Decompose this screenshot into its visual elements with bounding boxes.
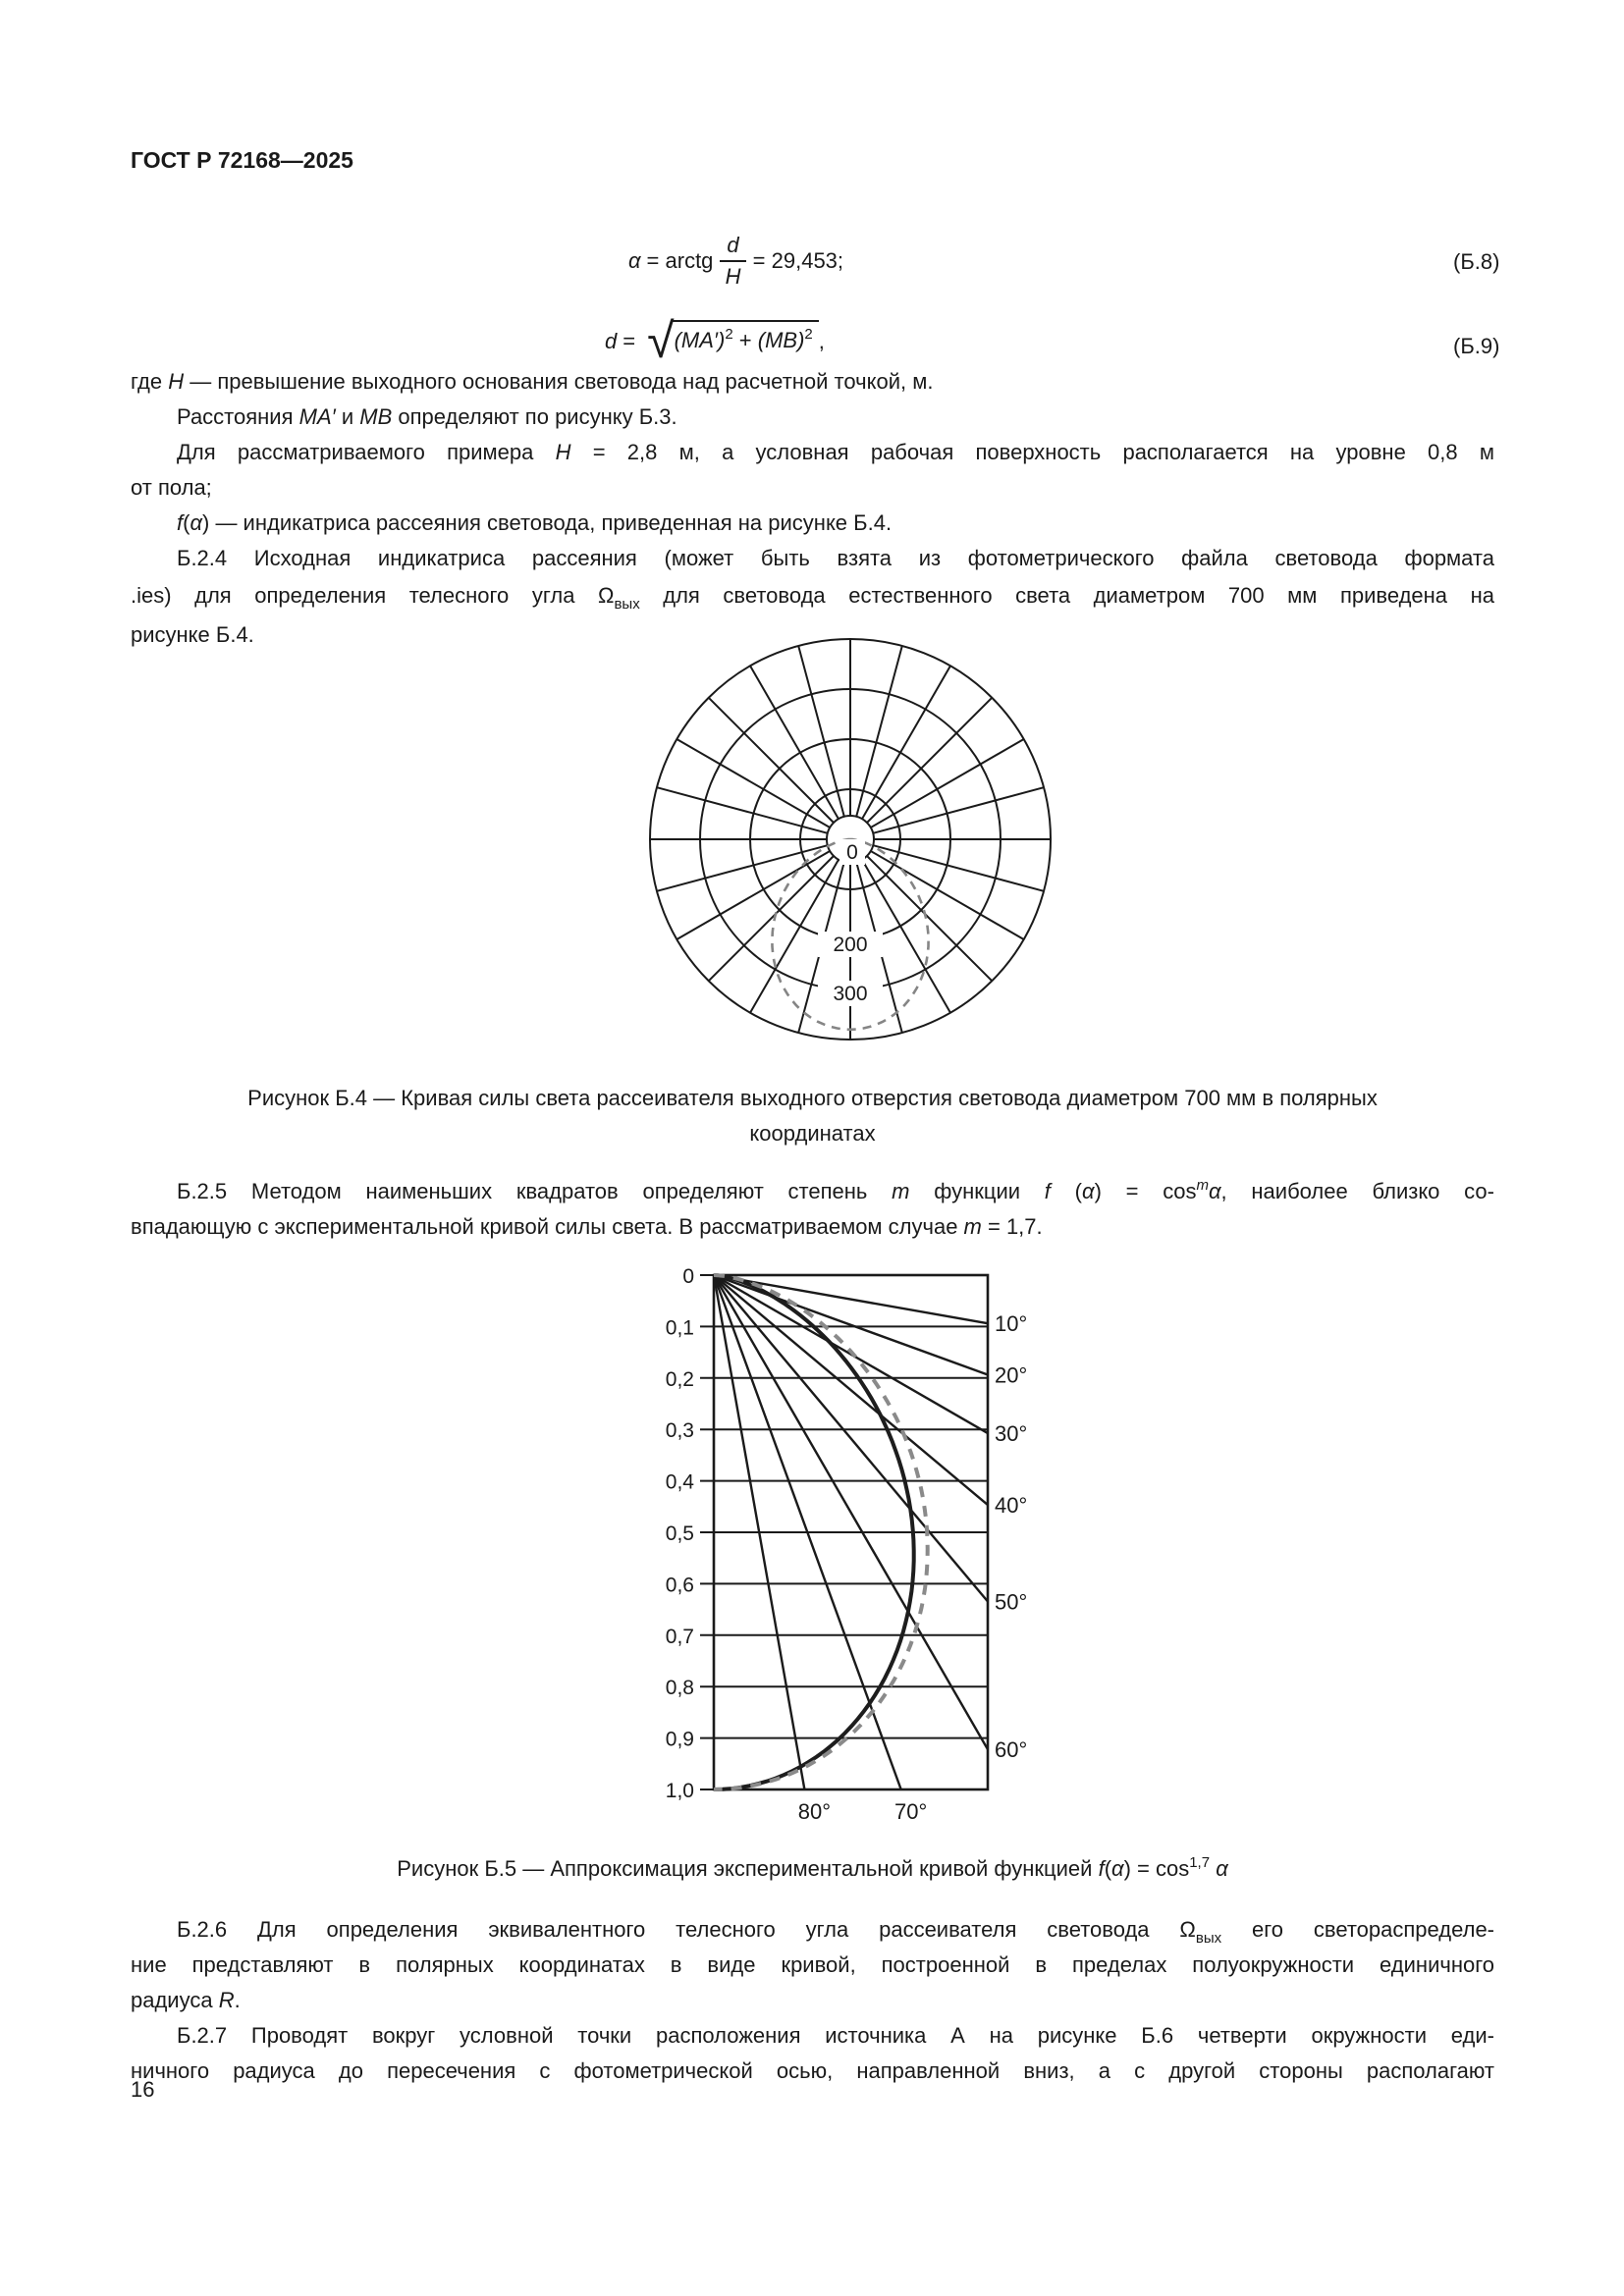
angle-label-right: 40° <box>995 1493 1028 1519</box>
angle-label-right: 10° <box>995 1311 1028 1337</box>
y-tick-label: 0,9 <box>665 1728 694 1751</box>
formula-b9-comma: , <box>818 329 825 353</box>
formula-b9-term2: (MB) <box>757 328 805 352</box>
y-tick-label: 0,3 <box>665 1419 694 1443</box>
formula-b8 <box>628 222 843 300</box>
formula-b8-alpha: α <box>628 248 641 273</box>
y-tick-label: 0,4 <box>665 1470 694 1494</box>
formula-b8-op: = arctg <box>646 248 714 273</box>
text-line: .ies) для определения телесного угла $\Omega_{вых}$ для световода естественного света диаметром 700 мм приведена на <box>131 583 1494 613</box>
angle-label-right: 60° <box>995 1737 1028 1763</box>
plot-grid <box>700 1275 988 1789</box>
angle-label-right: 50° <box>995 1589 1028 1615</box>
page-number: 16 <box>131 2077 155 2102</box>
y-tick-label: 0,5 <box>665 1522 694 1545</box>
y-tick-label: 1,0 <box>665 1780 694 1802</box>
formula-b9-lhs: d <box>605 329 618 353</box>
text-line: Б.2.6 Для определения эквивалентного телесного угла рассеивателя световода $\Omega_{вых}$ его светораспределе- <box>177 1917 1495 1947</box>
formula-b9-sqrt <box>647 313 819 368</box>
y-tick-label: 0,8 <box>665 1677 694 1700</box>
formula-b9-term1: (MA′) <box>674 328 726 352</box>
formula-b9-sup1: 2 <box>725 326 733 343</box>
formula-b8-fraction <box>720 233 745 290</box>
y-tick-label: 0,1 <box>665 1316 694 1340</box>
text-line: Для рассматриваемого примера H = 2,8 м, а условная рабочая поверхность располагается на уровне 0,8 м <box>177 440 1494 464</box>
radial-tick-label: 0 <box>846 841 858 864</box>
text-line: Б.2.5 Методом наименьших квадратов определяют степень m функции f $(\alpha) = \cos^m\alpha$, наиболее близко со- <box>177 1177 1494 1203</box>
text-line: Б.2.7 Проводят вокруг условной точки расположения источника А на рисунке Б.6 четверти окружности еди- <box>177 2023 1494 2048</box>
text-line: где H — превышение выходного основания световода над расчетной точкой, м. <box>131 369 934 394</box>
text-line: f(α) — индикатриса рассеяния световода, приведенная на рисунке Б.4. <box>177 510 893 535</box>
angle-label-bottom: 70° <box>894 1799 928 1824</box>
text-line: от пола; <box>131 475 212 500</box>
text-line: впадающую с экспериментальной кривой силы света. В рассматриваемом случае m = 1,7. <box>131 1214 1043 1239</box>
text-line: ничного радиуса до пересечения с фотометрической осью, направленной вниз, а с другой стороны располагают <box>131 2058 1494 2083</box>
polar-spoke <box>709 698 834 823</box>
figure-b5-caption: Рисунок Б.5 — Аппроксимация экспериментальной кривой функцией $f(\alpha) = \cos^{1,7} \alpha$ <box>397 1854 1228 1881</box>
formula-b9-radicand <box>672 320 819 353</box>
formula-b9-tag: (Б.9) <box>1453 334 1500 358</box>
figure-b5-approximation-chart <box>619 1239 1070 1828</box>
text-line: ние представляют в полярных координатах в виде кривой, построенной в пределах полуокружности единичного <box>131 1952 1494 1977</box>
page-header: ГОСТ Р 72168—2025 <box>131 147 353 173</box>
y-tick-label: 0,6 <box>665 1574 694 1597</box>
angle-label-bottom: 80° <box>797 1799 832 1824</box>
formula-b8-denominator: H <box>725 264 741 289</box>
angle-label-right: 30° <box>995 1421 1028 1447</box>
y-tick-label: 0 <box>682 1265 694 1288</box>
figure-b4-polar-chart <box>634 628 1066 1050</box>
y-tick-label: 0,7 <box>665 1625 694 1648</box>
figure-b4-caption-line2: координатах <box>749 1121 876 1146</box>
formula-b9-plus: + <box>732 328 758 352</box>
formula-b9-eq: = <box>623 329 636 353</box>
text-line: Б.2.4 Исходная индикатриса рассеяния (может быть взята из фотометрического файла световода формата <box>177 546 1494 570</box>
angle-label-right: 20° <box>995 1362 1028 1388</box>
formula-b8-tag: (Б.8) <box>1453 249 1500 274</box>
polar-spoke <box>709 856 834 981</box>
radial-tick-label: 200 <box>833 934 868 956</box>
polar-spoke <box>867 856 992 981</box>
polar-spoke <box>867 698 992 823</box>
text-line: радиуса R. <box>131 1988 241 2012</box>
text-line: рисунке Б.4. <box>131 622 254 647</box>
formula-b8-numerator: d <box>720 233 745 262</box>
formula-b9-sup2: 2 <box>804 326 813 343</box>
radial-tick-label: 300 <box>833 983 868 1005</box>
figure-b4-caption: Рисунок Б.4 — Кривая силы света рассеивателя выходного отверстия световода диаметром 700 мм в полярных <box>247 1086 1378 1110</box>
y-tick-label: 0,2 <box>665 1367 694 1391</box>
formula-b8-result: = 29,453; <box>752 248 844 273</box>
text-line: Расстояния MA′ и MB определяют по рисунку Б.3. <box>177 404 677 429</box>
radical-icon: √ <box>647 313 675 368</box>
